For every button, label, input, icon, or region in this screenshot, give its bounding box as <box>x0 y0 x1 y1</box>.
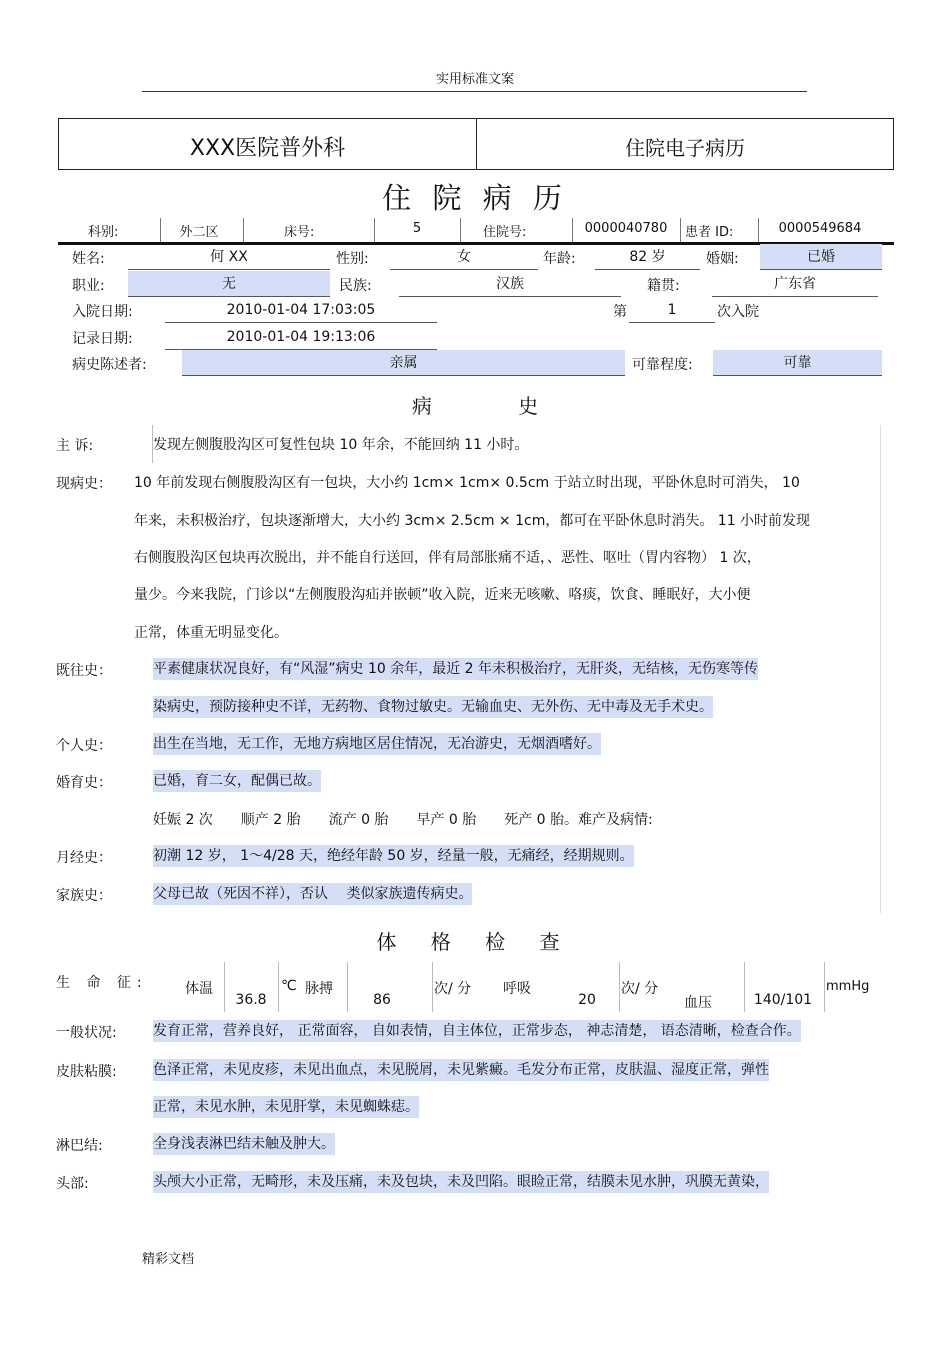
page-title: 住 院 病 历 <box>382 181 568 215</box>
pulse-unit: 次/ 分 <box>434 981 472 997</box>
personal-text[interactable]: 出生在当地，无工作，无地方病地区居住情况，无冶游史，无烟酒嗜好。 <box>153 733 601 755</box>
resp-value[interactable]: 20 <box>578 992 596 1008</box>
pulse-value[interactable]: 86 <box>373 992 391 1008</box>
bed-label: 床号: <box>284 225 315 240</box>
marriage-label: 婚姻: <box>706 251 739 267</box>
temp-label: 体温 <box>185 981 213 997</box>
resp-label: 呼吸 <box>503 981 531 997</box>
lymph-label: 淋巴结: <box>56 1138 103 1154</box>
patient-id-value: 0000549684 <box>778 221 862 236</box>
skin-label: 皮肤粘膜: <box>56 1064 117 1080</box>
dept-label: 科别: <box>88 225 119 240</box>
marital-line-2[interactable]: 妊娠 2 次 顺产 2 胎 流产 0 胎 早产 0 胎 死产 0 胎。难产及病情: <box>153 812 653 828</box>
marital-label: 婚育史： <box>56 775 112 791</box>
ethnic-field[interactable]: 汉族 <box>399 271 621 297</box>
admit-no-value: 0000040780 <box>584 221 668 236</box>
family-text[interactable]: 父母已故（死因不祥），否认 类似家族遗传病史。 <box>153 883 472 905</box>
meta-sep <box>460 218 461 242</box>
menses-label: 月经史： <box>56 850 112 866</box>
sex-field[interactable]: 女 <box>390 244 538 270</box>
vitals-sep <box>432 962 433 1012</box>
reliability-label: 可靠程度: <box>632 357 693 373</box>
history-heading: 病 史 <box>411 394 539 418</box>
bp-value[interactable]: 140/101 <box>753 992 813 1008</box>
present-line-1: 10 年前发现右侧腹股沟区有一包块，大小约 1cm× 1cm× 0.5cm 于站立时出现，平卧休息时可消失， 10 <box>134 475 800 491</box>
dept-value: 外二区 <box>179 225 219 240</box>
admit-date-field[interactable]: 2010-01-04 17:03:05 <box>165 297 437 323</box>
origin-field[interactable]: 广东省 <box>712 271 878 297</box>
vitals-sep <box>278 962 279 1012</box>
reliability-field[interactable]: 可靠 <box>713 350 882 376</box>
pulse-label: 脉搏 <box>305 981 333 997</box>
meta-sep <box>243 218 244 242</box>
lymph-text[interactable]: 全身浅表淋巴结未触及肿大。 <box>153 1133 335 1155</box>
bed-value: 5 <box>412 221 422 236</box>
vitals-sep <box>619 962 620 1012</box>
hospital-name: XXX医院普外科 <box>189 136 346 161</box>
present-line-4: 量少。今来我院，门诊以“左侧腹股沟疝并嵌顿”收入院，近来无咳嗽、咯痰，饮食、睡眠好，大小便 <box>134 587 751 603</box>
ethnic-label: 民族: <box>339 278 372 294</box>
job-label: 职业: <box>72 278 105 294</box>
head-label: 头部: <box>56 1176 89 1192</box>
chief-text: 发现左侧腹股沟区可复性包块 10 年余，不能回纳 11 小时。 <box>153 437 529 453</box>
resp-unit: 次/ 分 <box>621 981 659 997</box>
present-line-2: 年来，未积极治疗，包块逐渐增大，大小约 3cm× 2.5cm × 1cm，都可在平卧休息时消失。 11 小时前发现 <box>134 513 811 529</box>
past-line-1[interactable]: 平素健康状况良好，有“风湿”病史 10 余年，最近 2 年未积极治疗，无肝炎，无结核，无伤寒等传 <box>153 658 758 680</box>
family-label: 家族史： <box>56 888 112 904</box>
meta-sep <box>680 218 681 242</box>
job-field[interactable]: 无 <box>128 271 330 297</box>
record-date-label: 记录日期: <box>72 331 133 347</box>
name-label: 姓名: <box>72 251 105 267</box>
admit-date-label: 入院日期: <box>72 304 133 320</box>
past-line-2[interactable]: 染病史，预防接种史不详，无药物、食物过敏史。无输血史、无外伤、无中毒及无手术史。 <box>153 696 713 718</box>
vitals-sep <box>824 962 825 1012</box>
past-label: 既往史： <box>56 663 112 679</box>
document-type: 住院电子病历 <box>625 136 745 160</box>
general-text[interactable]: 发育正常，营养良好， 正常面容， 自如表情，自主体位，正常步态， 神志清楚， 语态清晰，检查合作。 <box>153 1020 801 1042</box>
page-footer: 精彩文档 <box>142 1252 195 1267</box>
banner <box>58 118 894 170</box>
patient-id-label: 患者 ID: <box>685 225 734 240</box>
personal-label: 个人史： <box>56 738 112 754</box>
age-field[interactable]: 82 岁 <box>595 244 700 270</box>
marital-line-1[interactable]: 已婚，育二女，配偶已故。 <box>153 770 321 792</box>
header-rule <box>142 91 807 92</box>
marriage-field[interactable]: 已婚 <box>760 244 882 270</box>
general-label: 一般状况: <box>56 1025 117 1041</box>
page-header: 实用标准文案 <box>435 72 514 87</box>
name-field[interactable]: 何 XX <box>128 244 330 270</box>
chief-label: 主 诉: <box>56 438 94 454</box>
record-date-field[interactable]: 2010-01-04 19:13:06 <box>165 324 437 350</box>
admit-no-label: 住院号: <box>483 225 527 240</box>
nth-prefix: 第 <box>613 304 627 320</box>
head-text[interactable]: 头颅大小正常，无畸形，未及压痛，未及包块，未及凹陷。眼睑正常，结膜未见水肿，巩膜无黄染， <box>153 1171 769 1193</box>
narrator-field[interactable]: 亲属 <box>182 350 625 376</box>
temp-unit: ℃ <box>281 978 297 994</box>
narrator-label: 病史陈述者: <box>72 357 147 373</box>
nth-suffix: 次入院 <box>717 304 759 320</box>
present-line-3: 右侧腹股沟区包块再次脱出，并不能自行送回，伴有局部胀痛不适，、恶性、呕吐（胃内容物） 1 次， <box>134 550 761 566</box>
nth-field[interactable]: 1 <box>629 297 715 323</box>
vitals-label: 生 命 征: <box>56 975 148 991</box>
bp-unit: mmHg <box>826 979 870 994</box>
skin-line-2[interactable]: 正常，未见水肿，未见肝掌，未见蜘蛛痣。 <box>153 1096 419 1118</box>
bp-label: 血压 <box>684 995 712 1011</box>
present-line-5: 正常，体重无明显变化。 <box>134 625 288 641</box>
skin-line-1[interactable]: 色泽正常，未见皮疹，未见出血点，未见脱屑，未见紫癜。毛发分布正常，皮肤温、湿度正常，弹性 <box>153 1059 769 1081</box>
menses-text[interactable]: 初潮 12 岁， 1～4/28 天，绝经年龄 50 岁，经量一般，无痛经，经期规则。 <box>153 845 634 867</box>
origin-label: 籍贯: <box>647 278 680 294</box>
present-label: 现病史： <box>56 476 112 492</box>
temp-value[interactable]: 36.8 <box>235 992 267 1008</box>
exam-heading: 体 格 检 查 <box>376 930 574 954</box>
sex-label: 性别: <box>336 251 369 267</box>
age-label: 年龄: <box>543 251 576 267</box>
right-margin <box>880 425 881 913</box>
